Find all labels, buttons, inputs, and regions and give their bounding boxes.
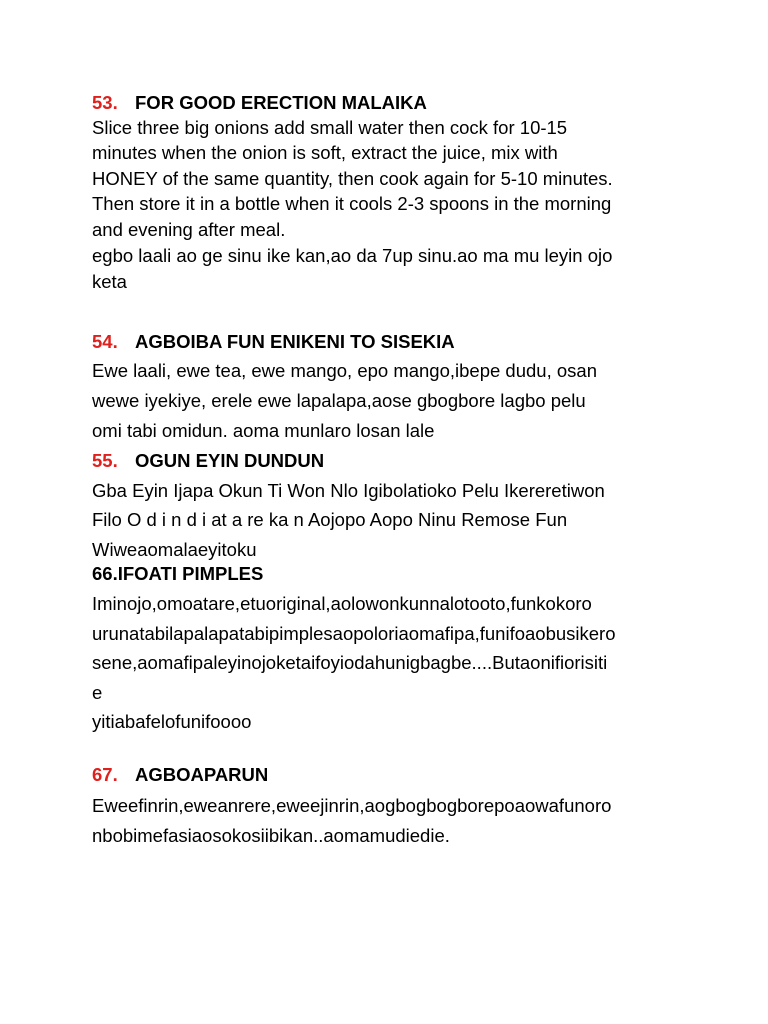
text-line: nbobimefasiaosokosiibikan..aomamudiedie. [92,825,450,846]
text-line: omi tabi omidun. aoma munlaro losan lale [92,420,435,441]
text-line: wewe iyekiye, erele ewe lapalapa,aose gbogbore lagbo pelu [92,390,586,411]
section-title: FOR GOOD ERECTION MALAIKA [135,92,427,113]
section-number: 67. [92,764,118,785]
section-55-heading [92,450,324,472]
text-line: urunatabilapalapatabipimplesaopoloriaomafipa,funifoaobusikero [92,623,616,644]
text-line: keta [92,271,127,292]
text-line: Gba Eyin Ijapa Okun Ti Won Nlo Igibolatioko Pelu Ikereretiwon [92,480,605,501]
section-54-heading [92,331,455,353]
section-title: OGUN EYIN DUNDUN [135,450,325,471]
text-line: Ewe laali, ewe tea, ewe mango, epo mango,ibepe dudu, osan [92,360,597,381]
section-number: 55. [92,450,118,471]
text-line: Filo O d i n d i at a re ka n Aojopo Aopo Ninu Remose Fun [92,509,568,530]
section-title: 66.IFOATI PIMPLES [92,563,264,584]
section-number: 54. [92,331,118,352]
text-line: Iminojo,omoatare,etuoriginal,aolowonkunnalotooto,funkokoro [92,593,592,614]
text-line: e [92,682,103,703]
text-line: and evening after meal. [92,219,286,240]
text-line: Wiweaomalaeyitoku [92,539,257,560]
section-66-heading [92,563,263,585]
text-line: Eweefinrin,eweanrere,eweejinrin,aogbogbogborepoaowafunoro [92,795,612,816]
section-title: AGBOIBA FUN ENIKENI TO SISEKIA [135,331,455,352]
section-title: AGBOAPARUN [135,764,269,785]
text-line: Slice three big onions add small water then cock for 10-15 [92,117,568,138]
text-line: minutes when the onion is soft, extract the juice, mix with [92,142,558,163]
text-line: Then store it in a bottle when it cools 2-3 spoons in the morning [92,193,612,214]
section-number: 53. [92,92,118,113]
section-53-heading [92,92,427,114]
section-67-heading [92,764,268,786]
text-line: HONEY of the same quantity, then cook again for 5-10 minutes. [92,168,613,189]
text-line: yitiabafelofunifoooo [92,711,252,732]
text-line: egbo laali ao ge sinu ike kan,ao da 7up sinu.ao ma mu leyin ojo [92,245,613,266]
text-line: sene,aomafipaleyinojoketaifoyiodahunigbagbe....Butaonifiorisiti [92,652,608,673]
